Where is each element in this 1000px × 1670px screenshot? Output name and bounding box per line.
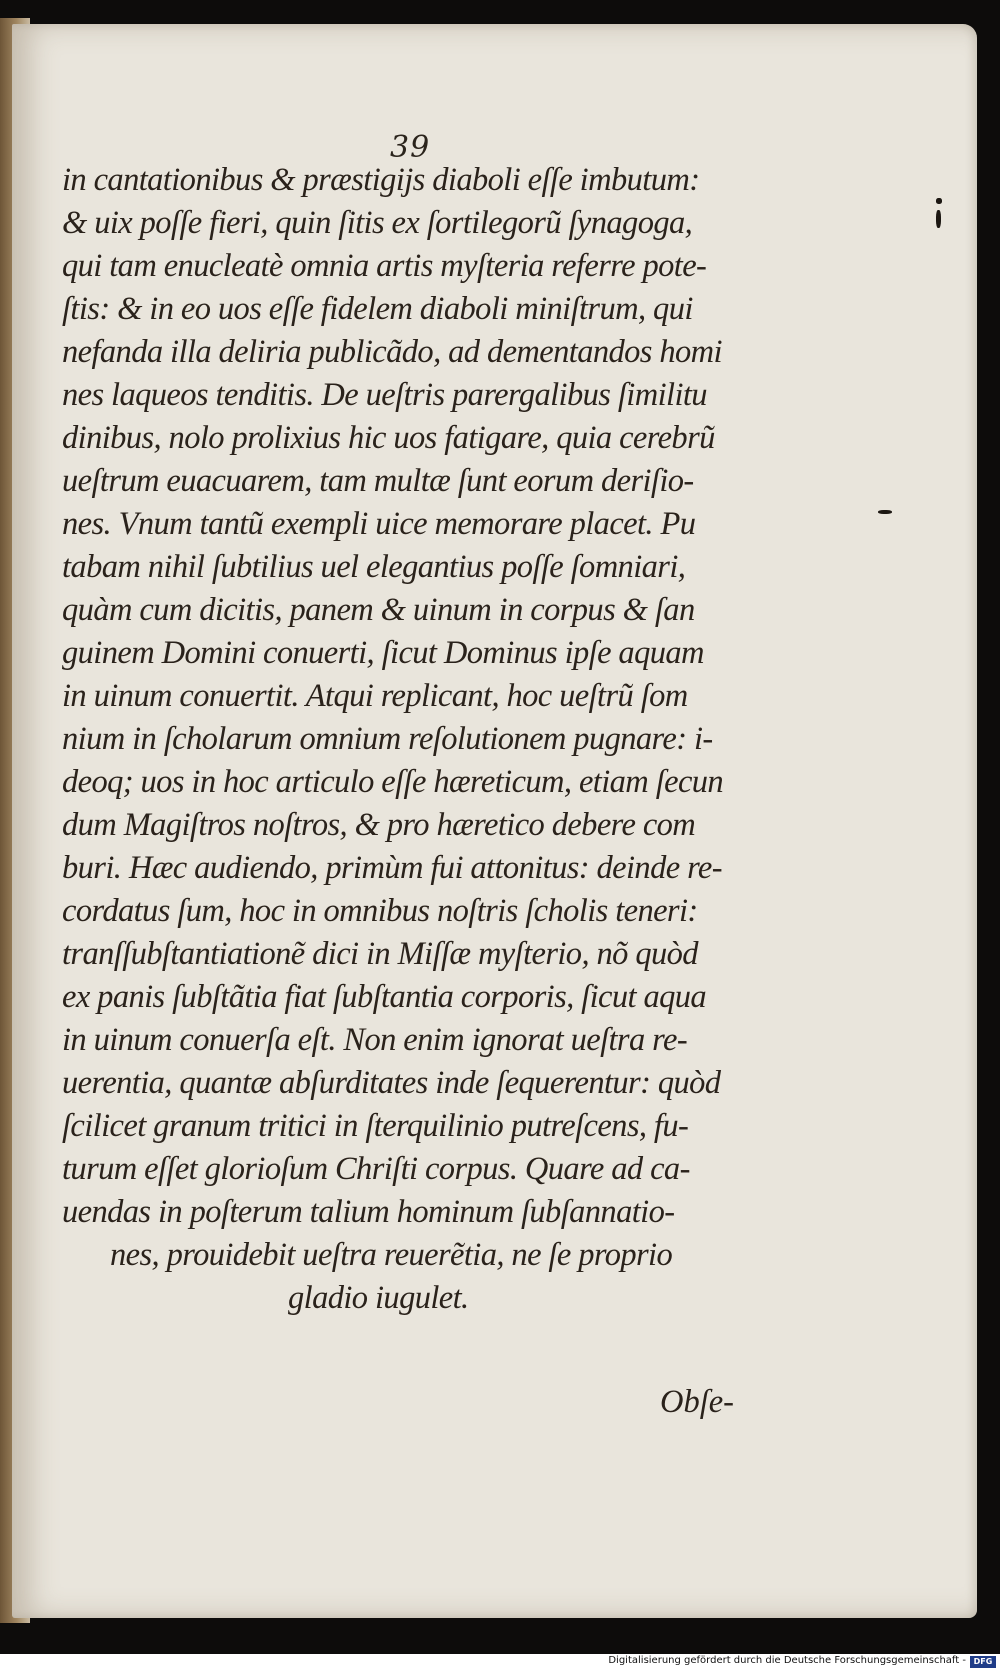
text-line: uendas in poſterum talium hominum ſubſannatio- [62, 1194, 675, 1230]
catchword: Obſe- [660, 1384, 734, 1420]
text-line: ex panis ſubſtãtia fiat ſubſtantia corporis, ſicut aqua [62, 979, 707, 1015]
text-line: deoq; uos in hoc articulo eſſe hæreticum, etiam ſecun [62, 764, 724, 800]
text-line: guinem Domini conuerti, ſicut Dominus ipſe aquam [62, 635, 704, 671]
text-line: in cantationibus & præstigijs diaboli eſſe imbutum: [62, 162, 700, 198]
text-line: ueſtrum euacuarem, tam multæ ſunt eorum deriſio- [62, 463, 694, 499]
text-line: tranſſubſtantiationẽ dici in Miſſæ myſterio, nõ quòd [62, 936, 698, 972]
text-line: & uix poſſe fieri, quin ſitis ex ſortilegorũ ſynagoga, [62, 205, 693, 241]
page-number: 39 [390, 130, 431, 165]
text-line: ſtis: & in eo uos eſſe fidelem diaboli miniſtrum, qui [62, 291, 693, 327]
text-line: cordatus ſum, hoc in omnibus noſtris ſcholis teneri: [62, 893, 698, 929]
page-leaf [12, 24, 977, 1618]
text-line: uerentia, quantæ abſurditates inde ſequerentur: quòd [62, 1065, 721, 1101]
dfg-logo: DFG [970, 1656, 996, 1668]
digitization-credit: Digitalisierung gefördert durch die Deutsche Forschungsgemeinschaft - [608, 1655, 966, 1666]
text-line: nes laqueos tenditis. De ueſtris parergalibus ſimilitu [62, 377, 707, 413]
text-line: ſcilicet granum tritici in ſterquilinio putreſcens, fu- [62, 1108, 689, 1144]
text-line: dinibus, nolo prolixius hic uos fatigare, quia cerebrũ [62, 420, 715, 456]
text-line: nefanda illa deliria publicãdo, ad dementandos homi [62, 334, 722, 370]
margin-ink-stroke [936, 210, 941, 228]
margin-ink-dash [878, 510, 892, 514]
text-line: turum eſſet glorioſum Chriſti corpus. Quare ad ca- [62, 1151, 690, 1187]
text-line: nes, prouidebit ueſtra reuerẽtia, ne ſe proprio [110, 1237, 673, 1273]
text-line: in uinum conuertit. Atqui replicant, hoc ueſtrũ ſom [62, 678, 688, 714]
text-line: dum Magiſtros noſtros, & pro hæretico debere com [62, 807, 696, 843]
text-line: nes. Vnum tantũ exempli uice memorare placet. Pu [62, 506, 696, 542]
text-line: buri. Hæc audiendo, primùm fui attonitus: deinde re- [62, 850, 722, 886]
margin-ink-dot [936, 198, 942, 204]
text-line: qui tam enucleatè omnia artis myſteria referre pote- [62, 248, 707, 284]
text-line: nium in ſcholarum omnium reſolutionem pugnare: i- [62, 721, 713, 757]
text-line: in uinum conuerſa eſt. Non enim ignorat ueſtra re- [62, 1022, 688, 1058]
text-line: quàm cum dicitis, panem & uinum in corpus & ſan [62, 592, 695, 628]
text-line: tabam nihil ſubtilius uel elegantius poſſe ſomniari, [62, 549, 686, 585]
text-line: gladio iugulet. [288, 1280, 469, 1316]
